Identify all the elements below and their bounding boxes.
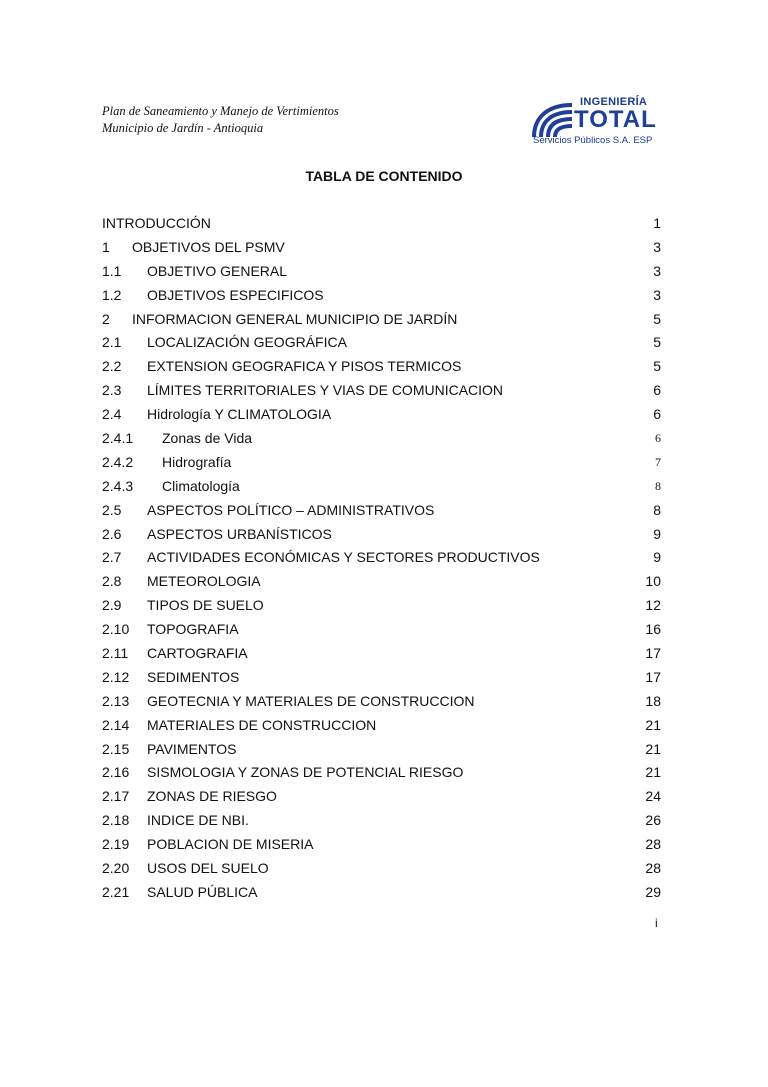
toc-entry-page: 21 (645, 716, 661, 733)
toc-entry-page: 21 (645, 764, 661, 781)
table-of-contents (102, 214, 663, 907)
toc-entry-number: 2.15 (102, 740, 130, 757)
toc-entry-label: ASPECTOS URBANÍSTICOS (147, 525, 332, 542)
toc-entry-label: Zonas de Vida (162, 430, 253, 447)
toc-entry-number: 2.4.3 (102, 477, 134, 494)
toc-entry[interactable] (102, 668, 663, 692)
toc-entry-page: 3 (653, 262, 661, 279)
header-line-1: Plan de Saneamiento y Manejo de Vertimientos (102, 104, 339, 118)
toc-entry-page: 29 (645, 883, 661, 900)
toc-entry-page: 24 (645, 788, 661, 805)
page-number: i (655, 916, 658, 930)
toc-entry[interactable] (102, 859, 663, 883)
document-header (102, 103, 339, 137)
toc-entry-number: 2.5 (102, 501, 122, 518)
toc-entry[interactable] (102, 883, 663, 907)
toc-entry-label: POBLACION DE MISERIA (147, 836, 314, 853)
toc-entry-page: 5 (653, 310, 661, 327)
toc-entry-label: MATERIALES DE CONSTRUCCION (147, 716, 377, 733)
toc-entry-number: 1 (102, 238, 110, 255)
toc-entry-number: 2.14 (102, 716, 130, 733)
logo-tagline: Servicios Públicos S.A. ESP (533, 135, 653, 146)
toc-entry-label: PAVIMENTOS (147, 740, 237, 757)
toc-entry-page: 3 (653, 238, 661, 255)
toc-entry[interactable] (102, 453, 663, 477)
toc-entry-page: 8 (653, 501, 661, 518)
toc-entry-label: LÍMITES TERRITORIALES Y VIAS DE COMUNICACION (147, 382, 504, 399)
toc-entry-label: GEOTECNIA Y MATERIALES DE CONSTRUCCION (147, 692, 475, 709)
toc-entry-number: 2.4.2 (102, 453, 134, 470)
toc-entry-label: USOS DEL SUELO (147, 860, 269, 877)
toc-entry[interactable] (102, 716, 663, 740)
company-logo (530, 96, 657, 151)
toc-entry-page: 28 (645, 860, 661, 877)
toc-entry-number: 2.1 (102, 334, 122, 351)
toc-entry-page: 28 (645, 836, 661, 853)
toc-entry-label: INTRODUCCIÓN (102, 215, 211, 231)
toc-entry-label: SISMOLOGIA Y ZONAS DE POTENCIAL RIESGO (147, 764, 464, 781)
toc-entry-number: 2.16 (102, 764, 130, 781)
toc-entry-label: SEDIMENTOS (147, 668, 240, 685)
toc-entry[interactable] (102, 763, 663, 787)
toc-entry[interactable] (102, 477, 663, 501)
toc-entry-label: INDICE DE NBI. (147, 812, 249, 829)
toc-entry-page: 8 (655, 478, 661, 493)
toc-entry[interactable] (102, 262, 663, 286)
toc-entry[interactable] (102, 692, 663, 716)
toc-entry-number: 1.1 (102, 262, 122, 279)
toc-entry[interactable] (102, 644, 663, 668)
toc-entry[interactable] (102, 835, 663, 859)
toc-entry-label: ACTIVIDADES ECONÓMICAS Y SECTORES PRODUCTIVOS (147, 549, 540, 566)
toc-entry-page: 3 (653, 286, 661, 303)
toc-entry-number: 2 (102, 310, 110, 327)
toc-entry[interactable] (102, 596, 663, 620)
toc-entry-label: LOCALIZACIÓN GEOGRÁFICA (147, 334, 347, 351)
toc-entry-page: 5 (653, 334, 661, 351)
toc-entry[interactable] (102, 811, 663, 835)
toc-entry-number: 2.13 (102, 692, 130, 709)
toc-entry-label: TIPOS DE SUELO (147, 597, 264, 614)
toc-entry-number: 2.7 (102, 549, 122, 566)
toc-entry[interactable] (102, 286, 663, 310)
toc-entry-page: 6 (653, 382, 661, 399)
page-title: TABLA DE CONTENIDO (305, 168, 463, 184)
logo-word-ingenieria: INGENIERÍA (580, 96, 648, 108)
toc-entry[interactable] (102, 405, 663, 429)
toc-entry-page: 12 (645, 597, 661, 614)
logo-word-total: TOTAL (574, 106, 657, 133)
toc-entry[interactable] (102, 787, 663, 811)
toc-entry-number: 2.19 (102, 836, 130, 853)
toc-entry-page: 16 (645, 621, 661, 638)
toc-entry-label: OBJETIVOS ESPECIFICOS (147, 286, 324, 303)
toc-entry-number: 2.9 (102, 597, 122, 614)
toc-entry-label: METEOROLOGIA (147, 573, 261, 590)
toc-entry-page: 9 (653, 525, 661, 542)
toc-entry-number: 2.12 (102, 668, 130, 685)
toc-entry[interactable] (102, 740, 663, 764)
toc-entry-label: SALUD PÚBLICA (147, 883, 258, 900)
toc-entry-number: 2.4 (102, 406, 122, 423)
toc-entry-page: 17 (645, 645, 661, 662)
toc-entry-page: 5 (653, 358, 661, 375)
toc-entry-page: 26 (645, 812, 661, 829)
toc-entry-page: 7 (655, 454, 661, 469)
toc-entry-number: 2.2 (102, 358, 122, 375)
toc-entry-label: INFORMACION GENERAL MUNICIPIO DE JARDÍN (132, 310, 458, 327)
toc-entry[interactable] (102, 310, 663, 334)
toc-entry-label: ZONAS DE RIESGO (147, 788, 277, 805)
toc-entry-page: 10 (645, 573, 661, 590)
toc-entry-number: 1.2 (102, 286, 122, 303)
toc-entry-label: OBJETIVO GENERAL (147, 262, 288, 279)
toc-entry[interactable] (102, 238, 663, 262)
toc-entry-label: OBJETIVOS DEL PSMV (132, 238, 285, 255)
toc-entry[interactable] (102, 333, 663, 357)
toc-entry-number: 2.8 (102, 573, 122, 590)
toc-entry-number: 2.10 (102, 621, 130, 638)
toc-entry-label: Hidrología Y CLIMATOLOGIA (147, 406, 332, 423)
toc-entry-page: 6 (655, 431, 661, 446)
toc-entry-page: 21 (645, 740, 661, 757)
toc-entry-number: 2.17 (102, 788, 130, 805)
toc-entry-number: 2.4.1 (102, 430, 134, 447)
toc-entry-number: 2.11 (102, 645, 129, 662)
toc-entry[interactable] (102, 214, 663, 238)
toc-entry-label: Climatología (162, 477, 240, 494)
toc-entry[interactable] (102, 572, 663, 596)
toc-entry[interactable] (102, 357, 663, 381)
toc-entry-label: TOPOGRAFIA (147, 621, 239, 638)
toc-entry-page: 9 (653, 549, 661, 566)
header-line-2: Municipio de Jardín - Antioquia (102, 121, 264, 135)
toc-entry-number: 2.18 (102, 812, 130, 829)
toc-entry-number: 2.6 (102, 525, 122, 542)
toc-entry-page: 6 (653, 406, 661, 423)
toc-entry-label: EXTENSION GEOGRAFICA Y PISOS TERMICOS (147, 358, 462, 375)
toc-entry-page: 1 (653, 215, 661, 231)
toc-entry[interactable] (102, 525, 663, 549)
toc-entry-label: CARTOGRAFIA (147, 645, 248, 662)
toc-entry-page: 18 (645, 692, 661, 709)
toc-entry-number: 2.20 (102, 860, 130, 877)
toc-entry-page: 17 (645, 668, 661, 685)
toc-entry-number: 2.21 (102, 883, 130, 900)
toc-entry-label: Hidrografía (162, 453, 232, 470)
toc-entry[interactable] (102, 548, 663, 572)
toc-entry[interactable] (102, 501, 663, 525)
toc-entry-number: 2.3 (102, 382, 122, 399)
toc-entry-label: ASPECTOS POLÍTICO – ADMINISTRATIVOS (147, 501, 435, 518)
toc-entry[interactable] (102, 620, 663, 644)
toc-entry[interactable] (102, 429, 663, 453)
toc-entry[interactable] (102, 381, 663, 405)
